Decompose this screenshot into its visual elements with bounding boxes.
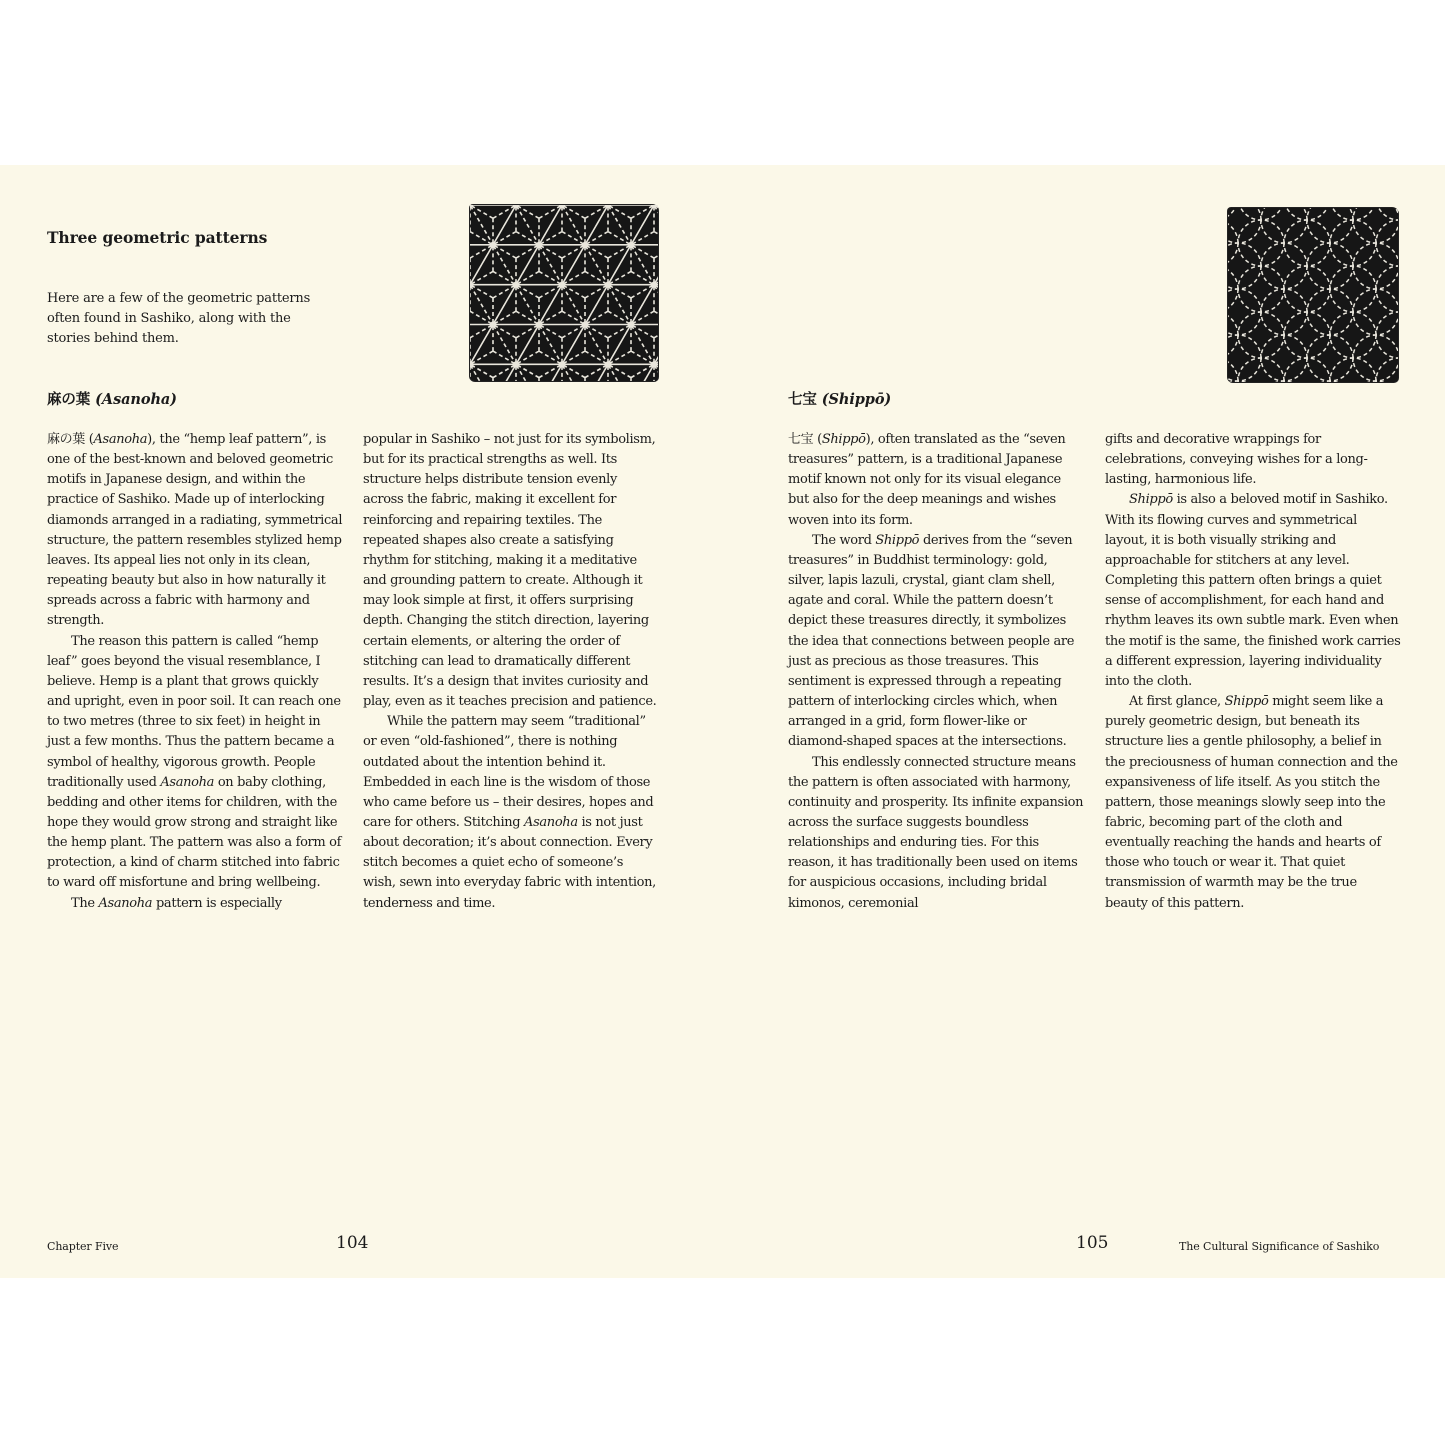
- text-run: pattern is especially: [152, 895, 282, 911]
- page-number: 104: [336, 1233, 369, 1253]
- text-run: is not just about decoration; it’s about connection. Every stitch becomes a quiet echo of someone’s wish, sewn into everyday fabric with intention, tenderness and time.: [363, 814, 656, 911]
- asanoha-heading-jp: 麻の葉: [47, 391, 91, 408]
- shippo-stitch-circle: [1228, 208, 1238, 220]
- italic-term: Asanoha: [93, 432, 148, 447]
- shippo-stitch-circle: [1228, 208, 1261, 243]
- paragraph: 麻の葉 (Asanoha), the “hemp leaf pattern”, is one of the best-known and beloved geometric motifs in Japanese design, and within the practice of Sashiko. Made up of interlocking diamonds arranged in a radiating, symmetrical structure, the pattern resembles stylized hemp leaves. Its appeal lies not only in its clean, repeating beauty but also in how naturally it spreads across a fabric with harmony and strength.: [47, 432, 343, 629]
- shippo-stitch-circle: [1330, 220, 1376, 266]
- jp-term: 麻の葉: [47, 432, 85, 447]
- shippo-stitch-circle: [1228, 289, 1261, 335]
- shippo-stitch-circle: [1284, 266, 1330, 312]
- text-run: The reason this pattern is called “hemp leaf” goes beyond the visual resemblance, I believe. Hemp is a plant that grows quickly and upright, even in poor soil. It can reach one to two metres (three to six feet) in height in just a few months. Thus the pattern became a symbol of healthy, vigorous growth. People traditionally used: [47, 633, 341, 790]
- asanoha-pattern-image: [470, 205, 658, 381]
- book-spread: [0, 165, 1445, 1278]
- book-section-label: The Cultural Significance of Sashiko: [1179, 1240, 1380, 1253]
- text-run: The word: [812, 532, 876, 548]
- paragraph: [363, 712, 659, 914]
- text-run: is also a beloved motif in Sashiko. With its flowing curves and symmetrical layout, it is both visually striking and approachable for stitchers at any level. Completing this pattern often brings a quiet sense of accomplishment, for each hand and rhythm leaves its own subtle mark. Even when the motif is the same, the finished work carries a different expression, layering individuality into the cloth.: [1105, 492, 1401, 689]
- text-run: might seem like a purely geometric design, but beneath its structure lies a gentle philosophy, a belief in the preciousness of human connection and the expansiveness of life itself. As you stitch the pattern, those meanings slowly seep into the fabric, becoming part of the cloth and eventually reaching the hands and hearts of those who touch or wear it. That quiet transmission of warmth may be the true beauty of this pattern.: [1105, 694, 1398, 911]
- text-run: derives from the “seven treasures” in Buddhist terminology: gold, silver, lapis lazuli, crystal, giant clam shell, agate and coral. While the pattern doesn’t depict these treasures directly, it symbolizes the idea that connections between people are just as precious as those treasures. This sentiment is expressed through a repeating pattern of interlocking circles which, when arranged in a grid, form flower-like or diamond-shaped spaces at the intersections.: [788, 532, 1075, 750]
- left-column-2: [363, 430, 659, 914]
- text-run: gifts and decorative wrappings for celebrations, conveying wishes for a long-lasting, harmonious life.: [1105, 432, 1368, 488]
- italic-term: Asanoha: [524, 814, 578, 830]
- text-run: The: [71, 895, 99, 911]
- shippo-stitch-circle: [1376, 266, 1398, 312]
- italic-term: Asanoha: [98, 895, 153, 911]
- jp-term: 七宝: [788, 432, 814, 447]
- shippo-stitch-circle: [1261, 289, 1307, 335]
- italic-term: Shippō: [875, 532, 920, 548]
- shippo-stitch-drawing: [1228, 208, 1398, 382]
- text-run: popular in Sashiko – not just for its symbolism, but for its practical strengths as well. Its structure helps distribute tension evenly across the fabric, making it excellent for reinforcing and repairing textiles. The repeated shapes also create a satisfying rhythm for stitching, making it a meditative and grounding pattern to create. Although it may look simple at first, it offers surprising depth. Changing the stitch direction, layering certain elements, or altering the order of stitching can lead to dramatically different results. It’s a design that invites curiosity and play, even as it teaches precision and patience.: [363, 432, 657, 710]
- right-column-2: [1105, 430, 1401, 914]
- shippo-stitch-circle: [1307, 243, 1353, 289]
- paragraph: [788, 753, 1084, 914]
- text-run: This endlessly connected structure means the pattern is often associated with harmony, continuity and prosperity. Its infinite expansion across the surface suggests boundless relationships and enduring ties. For this reason, it has traditionally been used on items for auspicious occasions, including bridal kimonos, ceremonial: [788, 754, 1084, 911]
- paragraph: [1105, 692, 1401, 914]
- shippo-stitch-circles: [1228, 208, 1398, 382]
- shippo-stitch-circle: [1238, 266, 1284, 312]
- asanoha-heading-en: (Asanoha): [95, 391, 177, 408]
- paragraph: [47, 894, 343, 914]
- left-column-1: [47, 430, 343, 914]
- shippo-stitch-circle: [1376, 312, 1398, 358]
- paragraph: [47, 632, 343, 894]
- shippo-stitch-circle: [1307, 335, 1353, 381]
- paragraph: [363, 430, 659, 712]
- intro-paragraph: Here are a few of the geometric patterns often found in Sashiko, along with the stories behind them.: [47, 291, 311, 346]
- shippo-heading-jp: 七宝: [788, 391, 817, 408]
- asanoha-heading: [47, 388, 177, 409]
- asanoha-stitch-lines: [470, 205, 658, 381]
- shippo-stitch-circle: [1284, 312, 1330, 358]
- shippo-stitch-circle: [1307, 289, 1353, 335]
- shippo-stitch-circle: [1330, 312, 1376, 358]
- shippo-heading-en: (Shippō): [821, 391, 892, 408]
- shippo-stitch-circle: [1228, 358, 1238, 382]
- shippo-stitch-circle: [1228, 381, 1261, 382]
- shippo-stitch-circle: [1261, 243, 1307, 289]
- right-column-1: [788, 430, 1084, 914]
- text-run: ), often translated as the “seven treasures” pattern, is a traditional Japanese motif known not only for its visual elegance but also for the deep meanings and wishes woven into its form.: [788, 432, 1066, 528]
- shippo-stitch-circle: [1228, 335, 1261, 381]
- paragraph: [1105, 430, 1401, 490]
- shippo-stitch-circle: [1238, 312, 1284, 358]
- shippo-stitch-circle: [1238, 220, 1284, 266]
- shippo-heading: [788, 388, 891, 409]
- shippo-stitch-circle: [1261, 335, 1307, 381]
- text-run: on baby clothing, bedding and other items for children, with the hope they would grow strong and straight like the hemp plant. The pattern was also a form of protection, a kind of charm stitched into fabric to ward off misfortune and bring wellbeing.: [47, 774, 342, 891]
- text-run: At first glance,: [1129, 694, 1225, 710]
- text-run: While the pattern may seem “traditional” or even “old-fashioned”, there is nothing outdated about the intention behind it. Embedded in each line is the wisdom of those who came before us – their desires, hopes and care for others. Stitching: [363, 714, 654, 830]
- italic-term: Shippō: [1129, 492, 1173, 508]
- italic-term: Asanoha: [160, 774, 215, 790]
- paragraph: 七宝 (Shippō), often translated as the “seven treasures” pattern, is a traditional Japanese motif known not only for its visual elegance but also for the deep meanings and wishes woven into its form.: [788, 432, 1066, 528]
- left-page: [0, 165, 722, 1278]
- asanoha-stitch-drawing: [470, 205, 658, 381]
- shippo-stitch-circle: [1228, 243, 1261, 289]
- italic-term: Shippō: [821, 432, 866, 447]
- shippo-stitch-circle: [1376, 220, 1398, 266]
- paragraph: [788, 531, 1084, 753]
- text-run: ), the “hemp leaf pattern”, is one of the best-known and beloved geometric motifs in Japanese design, and within the practice of Sashiko. Made up of interlocking diamonds arranged in a radiating, symmetrical structure, the pattern resembles stylized hemp leaves. Its appeal lies not only in its clean, repeating beauty but also in how naturally it spreads across a fabric with harmony and strength.: [47, 432, 343, 629]
- right-page: [722, 165, 1445, 1278]
- shippo-stitch-circle: [1284, 220, 1330, 266]
- asanoha-stitch-path: [470, 205, 658, 381]
- shippo-stitch-circle: [1376, 208, 1398, 220]
- shippo-stitch-circle: [1330, 266, 1376, 312]
- page-title: Three geometric patterns: [47, 228, 268, 247]
- page-number: 105: [1076, 1233, 1109, 1253]
- paragraph: [1105, 490, 1401, 692]
- italic-term: Shippō: [1224, 694, 1269, 710]
- shippo-pattern-image: [1228, 208, 1398, 382]
- chapter-label: Chapter Five: [47, 1240, 119, 1253]
- shippo-stitch-circle: [1353, 208, 1398, 243]
